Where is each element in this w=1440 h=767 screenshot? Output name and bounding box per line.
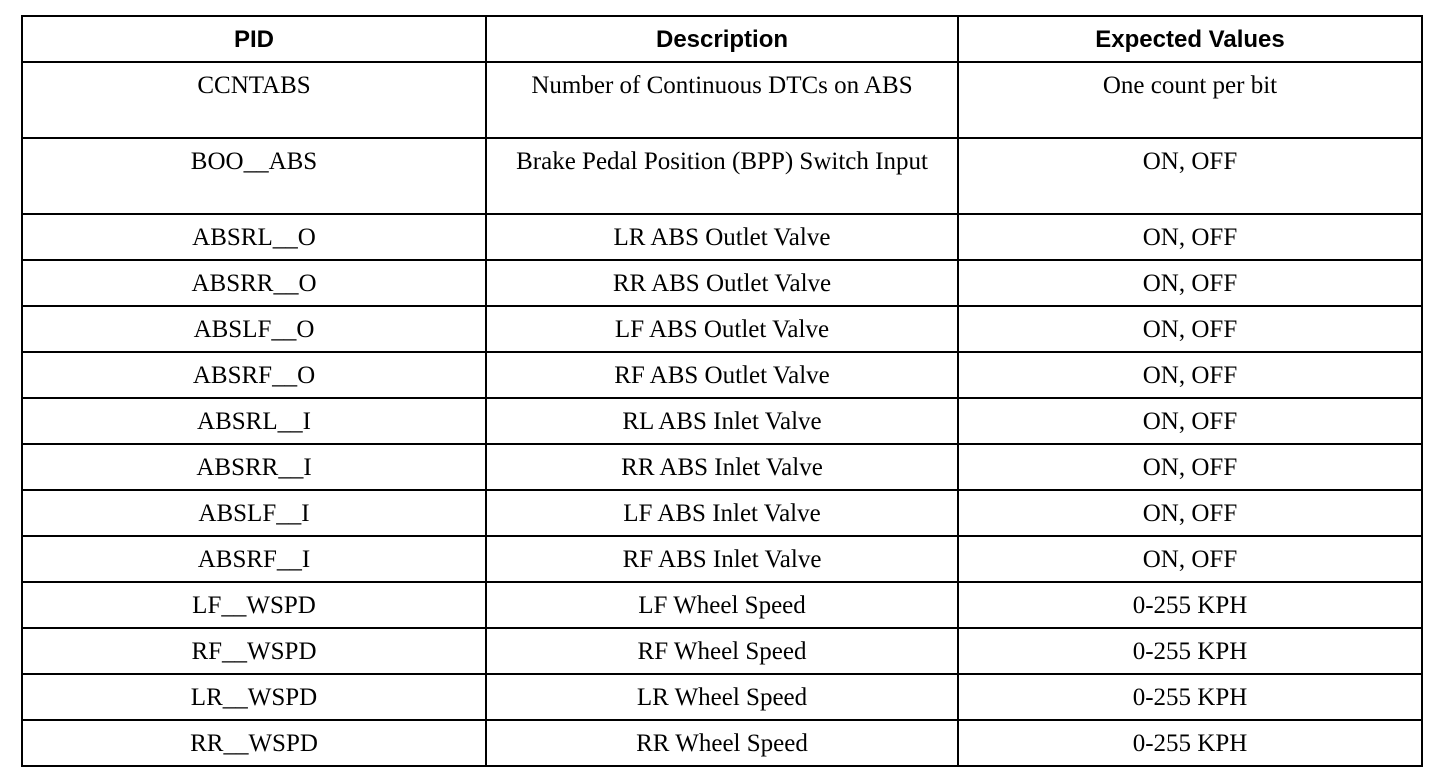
table-row [22, 628, 1422, 674]
cell-expected: ON, OFF [958, 138, 1422, 214]
cell-pid: RF__WSPD [22, 628, 486, 674]
cell-description: Brake Pedal Position (BPP) Switch Input [486, 138, 958, 214]
cell-pid: ABSLF__I [22, 490, 486, 536]
cell-expected: ON, OFF [958, 536, 1422, 582]
cell-pid: LF__WSPD [22, 582, 486, 628]
table-row [22, 720, 1422, 766]
cell-description: LR Wheel Speed [486, 674, 958, 720]
cell-expected: ON, OFF [958, 306, 1422, 352]
table-row [22, 138, 1422, 214]
table-row [22, 536, 1422, 582]
table-row [22, 214, 1422, 260]
cell-pid: BOO__ABS [22, 138, 486, 214]
cell-expected: 0-255 KPH [958, 674, 1422, 720]
table-row [22, 306, 1422, 352]
table-body [22, 62, 1422, 766]
cell-description: RF ABS Inlet Valve [486, 536, 958, 582]
cell-expected: 0-255 KPH [958, 582, 1422, 628]
cell-pid: ABSRF__I [22, 536, 486, 582]
cell-description: RR ABS Outlet Valve [486, 260, 958, 306]
cell-description: LF ABS Outlet Valve [486, 306, 958, 352]
cell-expected: ON, OFF [958, 490, 1422, 536]
table-row [22, 582, 1422, 628]
pid-table [21, 15, 1423, 767]
cell-expected: 0-255 KPH [958, 720, 1422, 766]
cell-description: RR ABS Inlet Valve [486, 444, 958, 490]
table-row [22, 398, 1422, 444]
cell-description: LR ABS Outlet Valve [486, 214, 958, 260]
table-row [22, 490, 1422, 536]
cell-pid: ABSRL__I [22, 398, 486, 444]
cell-pid: CCNTABS [22, 62, 486, 138]
cell-expected: One count per bit [958, 62, 1422, 138]
cell-expected: ON, OFF [958, 260, 1422, 306]
cell-pid: ABSRL__O [22, 214, 486, 260]
cell-pid: ABSRR__O [22, 260, 486, 306]
cell-pid: LR__WSPD [22, 674, 486, 720]
header-row [22, 16, 1422, 62]
cell-description: LF Wheel Speed [486, 582, 958, 628]
cell-expected: ON, OFF [958, 352, 1422, 398]
cell-description: Number of Continuous DTCs on ABS [486, 62, 958, 138]
cell-pid: RR__WSPD [22, 720, 486, 766]
header-description: Description [486, 16, 958, 62]
cell-expected: 0-255 KPH [958, 628, 1422, 674]
table-header [22, 16, 1422, 62]
cell-pid: ABSRR__I [22, 444, 486, 490]
table-row [22, 444, 1422, 490]
cell-pid: ABSLF__O [22, 306, 486, 352]
table-row [22, 62, 1422, 138]
cell-expected: ON, OFF [958, 214, 1422, 260]
table-row [22, 260, 1422, 306]
cell-description: RR Wheel Speed [486, 720, 958, 766]
cell-description: RL ABS Inlet Valve [486, 398, 958, 444]
cell-description: RF ABS Outlet Valve [486, 352, 958, 398]
cell-description: LF ABS Inlet Valve [486, 490, 958, 536]
header-expected-values: Expected Values [958, 16, 1422, 62]
header-pid: PID [22, 16, 486, 62]
table-row [22, 674, 1422, 720]
cell-pid: ABSRF__O [22, 352, 486, 398]
cell-description: RF Wheel Speed [486, 628, 958, 674]
table-row [22, 352, 1422, 398]
cell-expected: ON, OFF [958, 398, 1422, 444]
cell-expected: ON, OFF [958, 444, 1422, 490]
